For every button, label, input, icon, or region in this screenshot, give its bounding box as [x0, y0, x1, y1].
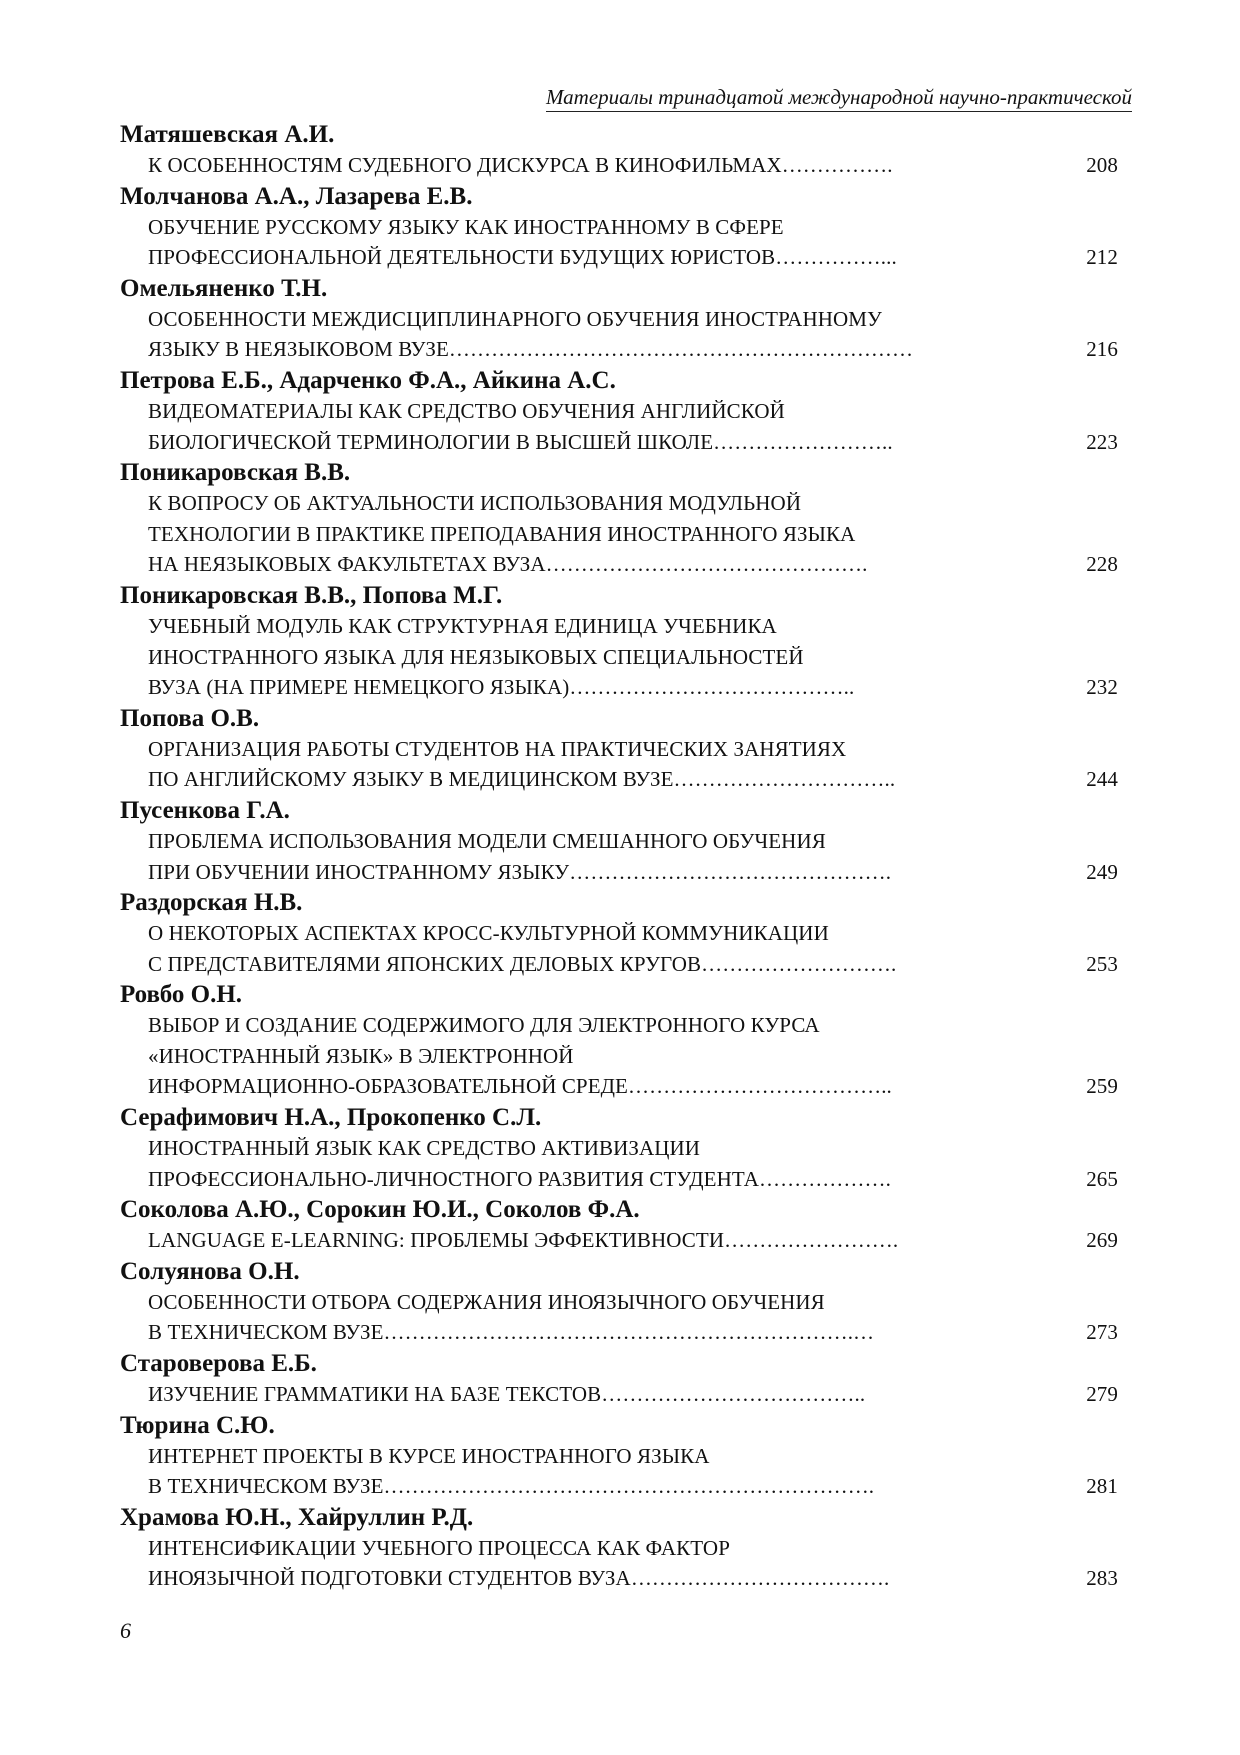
toc-entry	[120, 980, 1132, 1103]
toc-entry	[120, 182, 1132, 274]
toc-entry-title-line	[120, 397, 1132, 428]
toc-entry-title-text: К ОСОБЕННОСТЯМ СУДЕБНОГО ДИСКУРСА В КИНОФИЛЬМАХ…………….	[148, 153, 893, 177]
toc-entry-authors: Омельяненко Т.Н.	[120, 274, 328, 302]
toc-entry-title-text: ИЗУЧЕНИЕ ГРАММАТИКИ НА БАЗЕ ТЕКСТОВ………………………………..	[148, 1382, 866, 1407]
toc-entry	[120, 1257, 1132, 1349]
page-number-folio: 6	[120, 1618, 131, 1643]
toc-entry	[120, 1349, 1132, 1411]
toc-entry-title-line	[120, 489, 1132, 520]
running-head-text: Материалы тринадцатой международной научно-практической	[546, 84, 1132, 112]
toc-entry-page-number: 223	[1086, 429, 1118, 454]
toc-entry-authors: Серафимович Н.А., Прокопенко С.Л.	[120, 1104, 542, 1132]
toc-entry-title-text: ПО АНГЛИЙСКОМУ ЯЗЫКУ В МЕДИЦИНСКОМ ВУЗЕ…………………………..	[148, 767, 896, 792]
toc-entry-title-line	[120, 1011, 1132, 1042]
toc-entry-title-text: БИОЛОГИЧЕСКОЙ ТЕРМИНОЛОГИИ В ВЫСШЕЙ ШКОЛЕ……………………..	[148, 429, 893, 454]
toc-entry-authors: Соколова А.Ю., Сорокин Ю.И., Соколов Ф.А.	[120, 1196, 640, 1224]
toc-entry-page-number: 281	[1086, 1474, 1118, 1499]
toc-entry-title-text: «ИНОСТРАННЫЙ ЯЗЫК» В ЭЛЕКТРОННОЙ	[148, 1043, 574, 1068]
toc-entry-title-text: О НЕКОТОРЫХ АСПЕКТАХ КРОСС-КУЛЬТУРНОЙ КОММУНИКАЦИИ	[148, 921, 829, 946]
toc-entry-title-text: К ВОПРОСУ ОБ АКТУАЛЬНОСТИ ИСПОЛЬЗОВАНИЯ МОДУЛЬНОЙ	[148, 491, 802, 516]
toc-entry-authors: Матяшевская А.И.	[120, 121, 335, 148]
toc-entry-title-line	[120, 1226, 1132, 1257]
toc-entry	[120, 704, 1132, 796]
toc-entry-authors: Поникаровская В.В., Попова М.Г.	[120, 581, 503, 609]
toc-entry-page-number: 279	[1086, 1382, 1118, 1407]
toc-entry-page-number: 283	[1086, 1566, 1118, 1591]
toc-entry-title-line	[120, 1072, 1132, 1103]
toc-entry-page-number: 212	[1086, 245, 1118, 270]
toc-entry-page-number: 273	[1086, 1320, 1118, 1345]
toc-entry-page-number: 232	[1086, 675, 1118, 700]
toc-entry-title-line	[120, 612, 1132, 643]
toc-entry-title-text: ИНОЯЗЫЧНОЙ ПОДГОТОВКИ СТУДЕНТОВ ВУЗА……………………………….	[148, 1566, 890, 1591]
toc-entry-authors: Раздорская Н.В.	[120, 889, 303, 917]
toc-entry-title-text: ЯЗЫКУ В НЕЯЗЫКОВОМ ВУЗЕ…………………………………………………………	[148, 337, 914, 362]
toc-entry-title-line	[120, 1134, 1132, 1165]
toc-entry	[120, 1411, 1132, 1503]
toc-entry-title-line	[120, 550, 1132, 581]
toc-entry-title-line	[120, 1442, 1132, 1473]
toc-entry-title-line	[120, 1165, 1132, 1196]
toc-entry	[120, 1503, 1132, 1595]
toc-entry-title-text: ПРОБЛЕМА ИСПОЛЬЗОВАНИЯ МОДЕЛИ СМЕШАННОГО ОБУЧЕНИЯ	[148, 828, 826, 853]
toc-entry-authors: Попова О.В.	[120, 704, 260, 732]
toc-entry-title-line	[120, 1380, 1132, 1411]
toc-entry-title-text: ВЫБОР И СОЗДАНИЕ СОДЕРЖИМОГО ДЛЯ ЭЛЕКТРОННОГО КУРСА	[148, 1013, 820, 1038]
toc-entry	[120, 1103, 1132, 1195]
toc-entry-title-text: УЧЕБНЫЙ МОДУЛЬ КАК СТРУКТУРНАЯ ЕДИНИЦА УЧЕБНИКА	[148, 613, 777, 638]
toc-entry-page-number: 265	[1086, 1166, 1118, 1191]
toc-entry-title-text: ОСОБЕННОСТИ МЕЖДИСЦИПЛИНАРНОГО ОБУЧЕНИЯ ИНОСТРАННОМУ	[148, 306, 882, 331]
toc-entry-title-text: ТЕХНОЛОГИИ В ПРАКТИКЕ ПРЕПОДАВАНИЯ ИНОСТРАННОГО ЯЗЫКА	[148, 521, 856, 546]
toc-entry-title-text: ИНТЕНСИФИКАЦИИ УЧЕБНОГО ПРОЦЕССА КАК ФАКТОР	[148, 1535, 730, 1560]
toc-entry-page-number: 216	[1086, 337, 1118, 362]
toc-entry-page-number: 228	[1086, 552, 1118, 577]
table-of-contents	[120, 120, 1132, 1595]
toc-entry-title-text: ВИДЕОМАТЕРИАЛЫ КАК СРЕДСТВО ОБУЧЕНИЯ АНГЛИЙСКОЙ	[148, 398, 785, 423]
toc-entry-title-text: В ТЕХНИЧЕСКОМ ВУЗЕ…………………………………………………………….	[148, 1474, 875, 1499]
toc-entry	[120, 274, 1132, 366]
toc-entry-title-line	[120, 1472, 1132, 1503]
toc-entry-title-line	[120, 1288, 1132, 1319]
toc-entry-authors: Поникаровская В.В.	[120, 459, 351, 487]
toc-entry-title-line	[120, 1042, 1132, 1073]
toc-entry-title-text: ПРОФЕССИОНАЛЬНО-ЛИЧНОСТНОГО РАЗВИТИЯ СТУДЕНТА……………….	[148, 1166, 891, 1191]
toc-entry-title-text: С ПРЕДСТАВИТЕЛЯМИ ЯПОНСКИХ ДЕЛОВЫХ КРУГОВ……………………….	[148, 951, 897, 976]
toc-entry-authors: Ровбо О.Н.	[120, 981, 243, 1009]
toc-entry-title-line	[120, 1564, 1132, 1595]
toc-entry	[120, 458, 1132, 581]
toc-entry-title-line	[120, 858, 1132, 889]
toc-entry-title-line	[120, 520, 1132, 551]
toc-entry	[120, 888, 1132, 980]
toc-entry-title-line	[120, 428, 1132, 459]
toc-entry-title-line	[120, 827, 1132, 858]
toc-entry-page-number: 253	[1086, 951, 1118, 976]
toc-entry-title-line	[120, 213, 1132, 244]
toc-entry-title-text: ОСОБЕННОСТИ ОТБОРА СОДЕРЖАНИЯ ИНОЯЗЫЧНОГО ОБУЧЕНИЯ	[148, 1289, 825, 1314]
toc-entry-authors: Петрова Е.Б., Адарченко Ф.А., Айкина А.С.	[120, 366, 616, 394]
toc-entry-title-text: ПРИ ОБУЧЕНИИ ИНОСТРАННОМУ ЯЗЫКУ……………………………………….	[148, 859, 892, 884]
toc-entry-authors: Храмова Ю.Н., Хайруллин Р.Д.	[120, 1503, 474, 1531]
toc-entry-title-text: ИНОСТРАННЫЙ ЯЗЫК КАК СРЕДСТВО АКТИВИЗАЦИИ	[148, 1136, 701, 1161]
toc-entry-title-line	[120, 335, 1132, 366]
toc-entry-title-line	[120, 243, 1132, 274]
toc-entry-title-text: LANGUAGE E-LEARNING: ПРОБЛЕМЫ ЭФФЕКТИВНОСТИ…………………….	[148, 1228, 899, 1253]
toc-entry-title-line	[120, 305, 1132, 336]
toc-entry-title-line	[120, 673, 1132, 704]
toc-entry-title-text: ПРОФЕССИОНАЛЬНОЙ ДЕЯТЕЛЬНОСТИ БУДУЩИХ ЮРИСТОВ……………...	[148, 245, 897, 270]
toc-entry-authors: Староверова Е.Б.	[120, 1350, 317, 1378]
toc-entry-title-line	[120, 1534, 1132, 1565]
toc-entry-authors: Тюрина С.Ю.	[120, 1411, 275, 1439]
toc-entry-title-text: ИНТЕРНЕТ ПРОЕКТЫ В КУРСЕ ИНОСТРАННОГО ЯЗЫКА	[148, 1443, 710, 1468]
toc-entry-title-text: НА НЕЯЗЫКОВЫХ ФАКУЛЬТЕТАХ ВУЗА……………………………………….	[148, 552, 868, 577]
toc-entry-page-number: 249	[1086, 859, 1118, 884]
toc-entry	[120, 581, 1132, 704]
toc-entry-title-line	[120, 919, 1132, 950]
toc-entry-title-text: ОРГАНИЗАЦИЯ РАБОТЫ СТУДЕНТОВ НА ПРАКТИЧЕСКИХ ЗАНЯТИЯХ	[148, 736, 847, 761]
toc-entry	[120, 120, 1132, 182]
running-head	[120, 84, 1132, 112]
toc-entry	[120, 366, 1132, 458]
toc-entry-page-number: 244	[1086, 767, 1118, 792]
toc-entry-title-text: ИНФОРМАЦИОННО-ОБРАЗОВАТЕЛЬНОЙ СРЕДЕ………………………………..	[148, 1074, 892, 1099]
toc-entry-title-line	[120, 735, 1132, 766]
toc-entry	[120, 796, 1132, 888]
toc-entry-title-line	[120, 151, 1132, 182]
toc-entry-title-line	[120, 643, 1132, 674]
toc-entry-authors: Молчанова А.А., Лазарева Е.В.	[120, 182, 473, 210]
toc-entry-authors: Солуянова О.Н.	[120, 1257, 300, 1285]
toc-entry-page-number: 208	[1086, 153, 1118, 177]
toc-entry-title-line	[120, 950, 1132, 981]
toc-entry-title-text: В ТЕХНИЧЕСКОМ ВУЗЕ………………………………………………………….…	[148, 1320, 875, 1345]
toc-entry-title-text: ОБУЧЕНИЕ РУССКОМУ ЯЗЫКУ КАК ИНОСТРАННОМУ В СФЕРЕ	[148, 214, 784, 239]
toc-entry-title-line	[120, 765, 1132, 796]
toc-entry	[120, 1195, 1132, 1257]
toc-entry-authors: Пусенкова Г.А.	[120, 796, 290, 824]
toc-entry-page-number: 269	[1086, 1228, 1118, 1253]
toc-entry-page-number: 259	[1086, 1074, 1118, 1099]
toc-entry-title-line	[120, 1318, 1132, 1349]
toc-entry-title-text: ВУЗА (НА ПРИМЕРЕ НЕМЕЦКОГО ЯЗЫКА)…………………………………..	[148, 675, 855, 700]
toc-entry-title-text: ИНОСТРАННОГО ЯЗЫКА ДЛЯ НЕЯЗЫКОВЫХ СПЕЦИАЛЬНОСТЕЙ	[148, 644, 804, 669]
